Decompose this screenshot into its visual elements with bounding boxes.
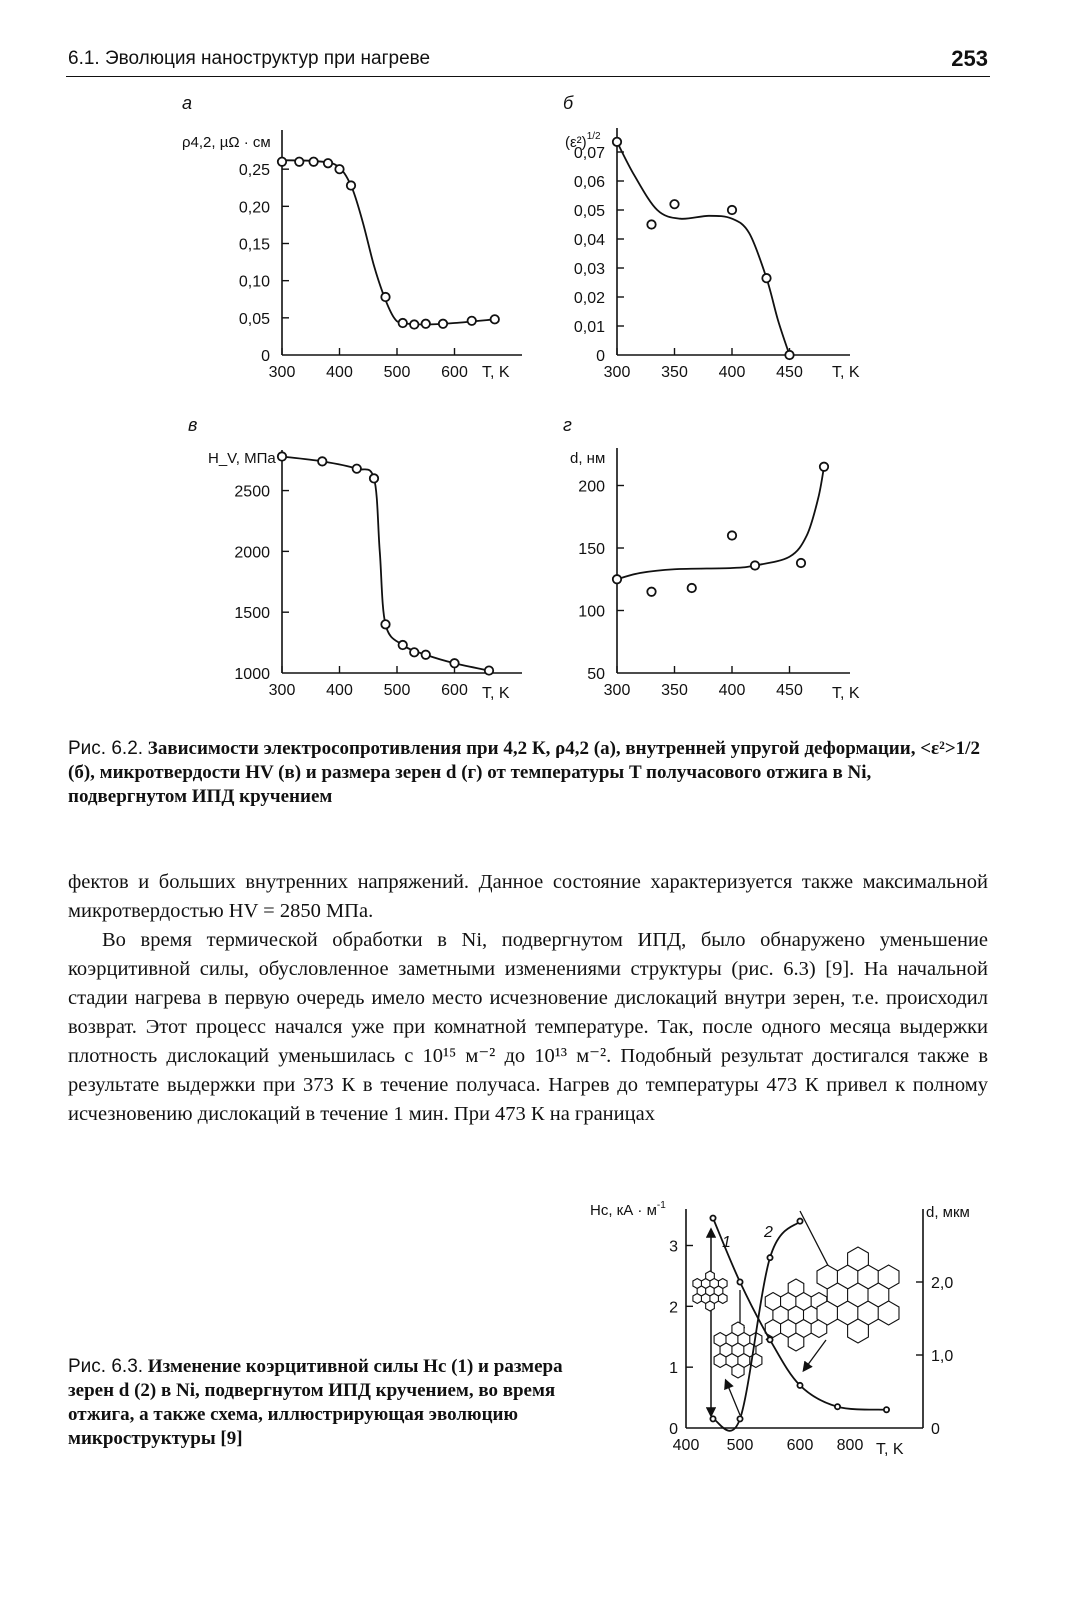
data-curve (617, 142, 790, 355)
x-tick-label: 300 (268, 682, 296, 699)
x-axis-label: T, K (482, 364, 510, 381)
series-2-point (710, 1416, 715, 1421)
y-axis-label: H_V, МПа (208, 450, 276, 467)
data-curve (282, 457, 489, 671)
series-1-point (797, 1383, 802, 1388)
chart-grain-size (545, 415, 965, 715)
grain-cell (788, 1333, 804, 1351)
y2-axis-label: d, мкм (926, 1204, 970, 1221)
x-tick-label: 600 (441, 364, 468, 381)
figure-label: Рис. 6.3. (68, 1356, 144, 1377)
data-point (439, 320, 447, 328)
grain-sketch-fine (693, 1271, 727, 1311)
data-point (468, 317, 476, 325)
x-axis-label: T, K (832, 685, 860, 702)
data-point (399, 641, 407, 649)
chart-resistivity (170, 95, 560, 405)
y-tick-label: 200 (578, 478, 605, 496)
x-tick-label: 300 (603, 364, 631, 381)
data-point (647, 220, 655, 228)
data-point (410, 320, 418, 328)
series-1-point (710, 1216, 715, 1221)
grain-cell (732, 1364, 744, 1378)
y-tick-label: 0,02 (573, 290, 605, 307)
figure-label: Рис. 6.2. (68, 738, 144, 759)
y-tick-label: 3 (669, 1238, 678, 1256)
series-1-point (767, 1337, 772, 1342)
y-tick-label: 0,10 (238, 273, 270, 291)
data-point (399, 319, 407, 327)
data-curve (617, 467, 824, 580)
x-tick-label: 500 (383, 364, 411, 381)
x-tick-label: 400 (718, 364, 746, 381)
x-tick-label: 500 (726, 1437, 754, 1454)
y-tick-label: 0,15 (238, 236, 270, 254)
data-point (670, 200, 678, 208)
data-point (347, 181, 355, 189)
x-tick-label: 350 (661, 364, 688, 381)
paragraph: Во время термической обработки в Ni, подвергнутом ИПД, было обнаружено уменьшение коэрцитивной силы, обусловленное заметными изменениями структуры (рис. 6.3) [9]. На начальной стадии нагрева в первую очередь имело место исчезновение дислокаций внутри зерен, т.е. происходил возврат. Этот процесс начался уже при комнатной температуре. Так, после одного месяца выдержки плотность дислокаций уменьшилась с 10¹⁵ м⁻² до 10¹³ м⁻². Подобный результат достигался также в результате выдержки при 373 К в течение получаса. Нагрев до температуры 473 К привел к полному исчезновению дислокаций в течение 1 мин. При 473 К на границах (68, 929, 988, 1125)
x-tick-label: 400 (672, 1437, 700, 1454)
y2-tick-label: 2,0 (931, 1275, 954, 1292)
y-tick-label: 0,06 (573, 174, 605, 191)
series-2-point (737, 1416, 742, 1421)
data-point (381, 293, 389, 301)
grain-sketch-large (817, 1247, 899, 1343)
data-point (728, 206, 736, 214)
x-axis-label: T, K (832, 364, 860, 381)
x-tick-label: 800 (836, 1437, 864, 1454)
series-2-label: 2 (764, 1224, 773, 1241)
data-point (797, 559, 805, 567)
data-point (762, 274, 770, 282)
caption-text: Зависимости электросопротивления при 4,2 К, ρ4,2 (а), внутренней упругой деформации, <ε²>1/2 (б), микротвердости HV (в) и размера зерен d (г) от температуры T получасового отжига в Ni, подвергнутом ИПД кручением (68, 738, 980, 807)
schematic-arrow (726, 1381, 740, 1415)
x-tick-label: 400 (326, 682, 353, 699)
panel-label-a: а (182, 93, 193, 113)
y2-tick-label: 0 (931, 1421, 940, 1438)
data-point (751, 561, 759, 569)
series-1-label: 1 (722, 1234, 731, 1251)
data-point (728, 531, 736, 539)
page-number: 253 (951, 46, 988, 71)
y-tick-label: 2 (669, 1299, 678, 1317)
y-tick-label: 1500 (234, 605, 270, 623)
x-tick-label: 300 (268, 364, 296, 381)
data-point (324, 159, 332, 167)
y-tick-label: 0,05 (573, 203, 605, 220)
grain-sketch-medium (714, 1322, 762, 1378)
data-point (613, 575, 621, 583)
panel-label-b: б (563, 93, 574, 113)
series-2-point (797, 1219, 802, 1224)
schematic-arrow (804, 1340, 826, 1370)
data-point (309, 158, 317, 166)
x-tick-label: 400 (326, 364, 353, 381)
x-axis-label: T, K (876, 1441, 904, 1458)
x-tick-label: 600 (441, 682, 468, 699)
data-point (785, 351, 793, 359)
y-tick-label: 100 (578, 603, 605, 621)
data-point (295, 158, 303, 166)
figure-6-2-caption (68, 737, 988, 809)
y-tick-label: 0 (261, 348, 270, 365)
panel-label-v: в (188, 415, 198, 435)
data-point (450, 659, 458, 667)
x-tick-label: 350 (661, 682, 688, 699)
data-point (278, 452, 286, 460)
y-tick-label: 0,07 (573, 145, 605, 162)
y-tick-label: 150 (578, 541, 605, 558)
figure-6-3-caption (68, 1355, 608, 1451)
series-1-point (835, 1404, 840, 1409)
grain-cell (848, 1319, 869, 1343)
data-point (422, 651, 430, 659)
x-axis-label: T, K (482, 685, 510, 702)
y-tick-label: 50 (587, 666, 605, 683)
paragraph: фектов и больших внутренних напряжений. Данное состояние характеризуется также максимальной микротвердостью HV = 2850 МПа. (68, 871, 988, 922)
series-2-point (767, 1255, 772, 1260)
data-point (485, 666, 493, 674)
data-point (422, 320, 430, 328)
grain-cell (706, 1301, 715, 1311)
x-tick-label: 400 (718, 682, 746, 699)
data-point (318, 457, 326, 465)
series-1-point (884, 1407, 889, 1412)
data-point (613, 138, 621, 146)
y-tick-label: 0 (596, 348, 605, 365)
y-tick-label: 0,03 (573, 261, 605, 278)
data-point (370, 474, 378, 482)
y-tick-label: 0,20 (238, 199, 270, 217)
chart-microhardness (170, 415, 560, 715)
data-point (647, 588, 655, 596)
header-rule (66, 76, 990, 77)
y-tick-label: 0,01 (573, 319, 605, 336)
y-tick-label: 1000 (234, 666, 270, 683)
y-axis-label: d, нм (570, 450, 606, 467)
y-tick-label: 0,04 (573, 232, 605, 249)
y-tick-label: 0,05 (238, 310, 270, 328)
data-point (688, 584, 696, 592)
series-1-point (737, 1279, 742, 1284)
panel-label-g: г (563, 415, 572, 435)
caption-text: Изменение коэрцитивной силы Hc (1) и размера зерен d (2) в Ni, подвергнутом ИПД кручением, во время отжига, а также схема, иллюстрирующая эволюцию микроструктуры [9] (68, 1356, 563, 1449)
x-tick-label: 450 (776, 364, 803, 381)
chart-coercivity-grain-size (588, 1195, 1008, 1485)
y-axis-label: ρ4,2, µΩ · см (182, 134, 271, 151)
chart-internal-strain (545, 95, 965, 405)
y-axis-label: Hc, кА · $м^{-1}$ (590, 1200, 666, 1219)
data-point (491, 315, 499, 323)
x-tick-label: 500 (383, 682, 411, 699)
body-text (68, 868, 988, 1129)
data-point (820, 463, 828, 471)
running-header-title: 6.1. Эволюция наноструктур при нагреве (68, 48, 431, 69)
y2-tick-label: 1,0 (931, 1348, 954, 1365)
y-tick-label: 0,25 (238, 162, 270, 180)
x-tick-label: 600 (786, 1437, 814, 1454)
y-tick-label: 2000 (234, 544, 270, 562)
y-tick-label: 1 (669, 1360, 678, 1378)
y-tick-label: 2500 (234, 483, 270, 501)
y-axis-label: $(\varepsilon^2)^{1/2}$ (565, 131, 601, 151)
x-tick-label: 450 (776, 682, 803, 699)
data-point (353, 464, 361, 472)
data-point (410, 648, 418, 656)
grain-cell (718, 1294, 727, 1304)
grain-cell (878, 1301, 899, 1325)
y-tick-label: 0 (669, 1421, 678, 1438)
data-point (335, 165, 343, 173)
data-point (381, 620, 389, 628)
data-point (278, 158, 286, 166)
x-tick-label: 300 (603, 682, 631, 699)
